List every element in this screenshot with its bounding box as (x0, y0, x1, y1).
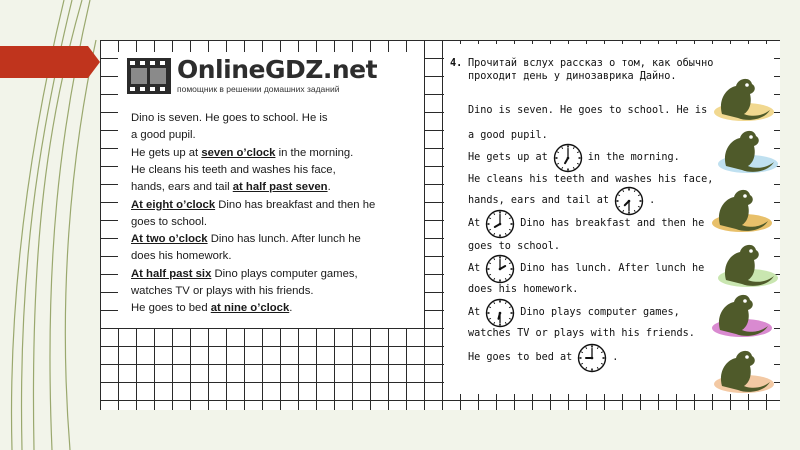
answer-line (131, 232, 361, 246)
story-line: He cleans his teeth and washes his face, (468, 174, 714, 185)
answer-line (131, 180, 331, 194)
dino-bed-icon (708, 74, 778, 122)
answer-text-fragment: goes to school. (131, 215, 207, 228)
answer-line (131, 163, 336, 177)
answer-line (131, 284, 314, 298)
answer-text-fragment: Dino plays computer games, (211, 267, 358, 280)
brand-name[interactable]: OnlineGDZ.net (177, 55, 378, 84)
film-strip-icon (127, 58, 171, 94)
answer-line (131, 128, 196, 142)
answer-line (131, 215, 207, 229)
answer-text-fragment: He gets up at (131, 146, 202, 159)
answer-text-fragment: He goes to bed (131, 302, 211, 315)
brand-logo (127, 57, 377, 94)
story-line: Dino is seven. He goes to school. He is (468, 105, 708, 116)
answer-time-phrase: At eight o’clock (131, 198, 216, 211)
answer-time-phrase: at half past seven (232, 181, 328, 194)
dino-sleeping-icon (708, 346, 778, 394)
story-line: He gets up at (468, 152, 548, 163)
story-line: He goes to bed at (468, 352, 573, 363)
story-line-continuation: . (612, 352, 619, 363)
answer-text-fragment: a good pupil. (131, 129, 196, 142)
story-line-continuation: Dino has breakfast and then he (520, 218, 705, 229)
answer-text-fragment: watches TV or plays with his friends. (131, 285, 314, 297)
slide-accent-tab (0, 46, 100, 78)
task-instruction-line-2: проходит день у динозаврика Дайно. (468, 71, 677, 82)
story-line-continuation: . (649, 195, 656, 206)
story-line: At (468, 263, 481, 274)
task-number: 4. (450, 58, 463, 69)
clock-icon (614, 186, 644, 216)
clock-icon (485, 209, 515, 239)
answer-text-fragment: Dino has breakfast and then he (215, 198, 376, 211)
story-line: hands, ears and tail at (468, 195, 610, 206)
answer-line (131, 301, 292, 315)
clock-icon (577, 343, 607, 373)
story-line: At (468, 307, 481, 318)
answer-text-fragment: Dino has lunch. After lunch he (207, 233, 361, 246)
answer-text-fragment: hands, ears and tail (131, 181, 233, 194)
story-line: goes to school. (468, 241, 561, 252)
story-line: a good pupil. (468, 130, 548, 141)
clock-icon (485, 254, 515, 284)
dino-computer-icon (706, 290, 776, 338)
answer-text-fragment: does his homework. (131, 250, 232, 263)
task-instruction-line-1: Прочитай вслух рассказ о том, как обычно (468, 58, 714, 69)
story-line: watches TV or plays with his friends. (468, 328, 695, 339)
story-line: does his homework. (468, 284, 579, 295)
answer-time-phrase: At half past six (131, 267, 212, 280)
answer-text-fragment: in the morning. (275, 146, 354, 159)
story-line: At (468, 218, 481, 229)
answer-time-phrase: At two o’clock (131, 233, 208, 246)
clock-icon (553, 143, 583, 173)
story-line-continuation: in the morning. (587, 152, 680, 163)
answer-text-fragment: . (289, 302, 293, 315)
answer-line (131, 198, 375, 212)
answer-time-phrase: seven o’clock (201, 146, 276, 159)
answer-line (131, 146, 353, 160)
dino-washing-icon (712, 126, 782, 174)
answer-line (131, 267, 358, 281)
answer-line (131, 111, 328, 125)
answer-text-fragment: . (327, 181, 331, 194)
story-line-continuation: Dino has lunch. After lunch he (520, 263, 705, 274)
answer-text-fragment: He cleans his teeth and washes his face, (131, 163, 336, 176)
story-line-continuation: Dino plays computer games, (520, 307, 680, 318)
dino-lunch-icon (712, 240, 782, 288)
answer-line (131, 249, 231, 263)
dino-breakfast-icon (706, 185, 776, 233)
brand-tagline: помощник в решении домашних заданий (177, 84, 340, 94)
answer-time-phrase: at nine o’clock (210, 302, 290, 315)
clock-icon (485, 298, 515, 328)
answer-text-fragment: Dino is seven. He goes to school. He is (131, 112, 328, 124)
